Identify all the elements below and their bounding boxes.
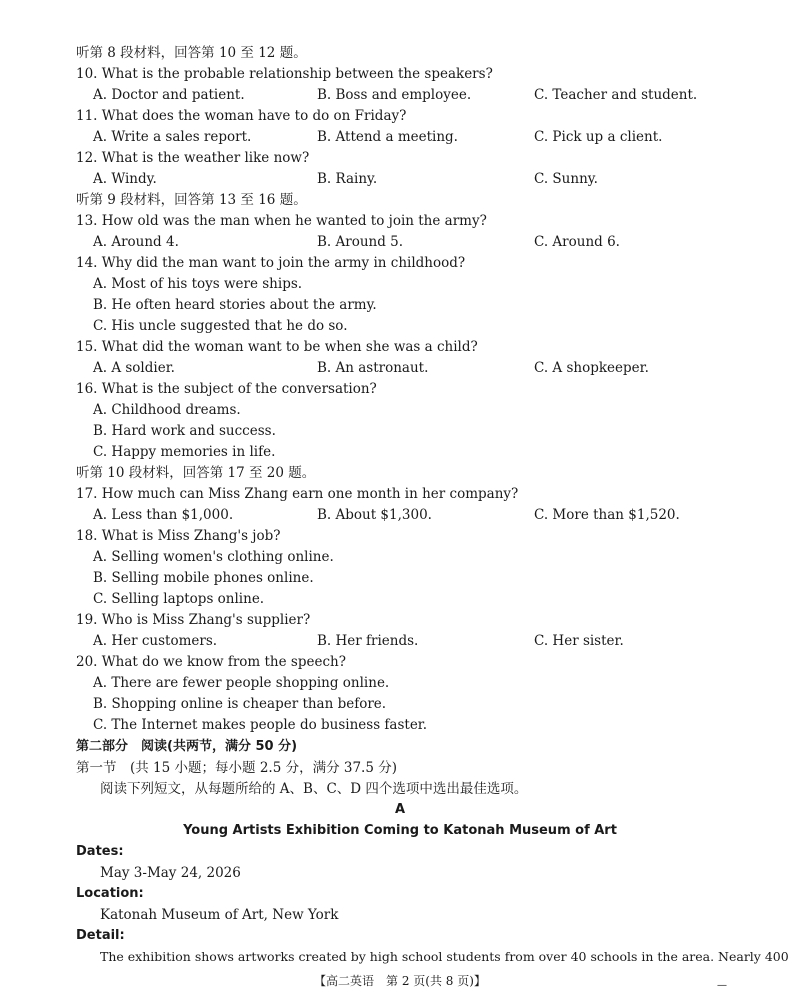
question-13: 13. How old was the man when he wanted to join the army? (76, 213, 487, 229)
option-b: B. Shopping online is cheaper than before. (93, 696, 387, 712)
section-9-intro: 听第 9 段材料，回答第 13 至 16 题。 (76, 192, 307, 208)
option-c: C. The Internet makes people do business faster. (93, 717, 428, 733)
option-c: C. A shopkeeper. (534, 360, 649, 376)
question-11: 11. What does the woman have to do on Friday? (76, 108, 407, 124)
option-a: A. Windy. (93, 171, 157, 187)
page-mark: — (717, 980, 727, 991)
option-c: C. Teacher and student. (534, 87, 698, 103)
question-16: 16. What is the subject of the conversation? (76, 381, 377, 397)
option-b: B. An astronaut. (317, 360, 429, 376)
section-8-intro: 听第 8 段材料，回答第 10 至 12 题。 (76, 45, 307, 61)
option-c: C. Selling laptops online. (93, 591, 265, 607)
option-b: B. About $1,300. (317, 507, 432, 523)
question-20: 20. What do we know from the speech? (76, 654, 346, 670)
question-12: 12. What is the weather like now? (76, 150, 310, 166)
dates-value: May 3-May 24, 2026 (100, 865, 241, 881)
option-a: A. Write a sales report. (93, 129, 252, 145)
option-b: B. He often heard stories about the army. (93, 297, 377, 313)
page-footer: 【高二英语 第 2 页(共 8 页)】 (314, 974, 486, 988)
location-label: Location: (76, 886, 144, 901)
option-a: A. There are fewer people shopping online. (93, 675, 390, 691)
option-b: B. Around 5. (317, 234, 404, 250)
option-b: B. Attend a meeting. (317, 129, 458, 145)
detail-label: Detail: (76, 928, 125, 943)
dates-label: Dates: (76, 844, 124, 859)
option-a: A. Her customers. (93, 633, 218, 649)
option-c: C. Her sister. (534, 633, 624, 649)
option-c: C. Pick up a client. (534, 129, 663, 145)
option-a: A. Selling women's clothing online. (93, 549, 334, 565)
option-b: B. Hard work and success. (93, 423, 276, 439)
option-c: C. His uncle suggested that he do so. (93, 318, 348, 334)
question-10: 10. What is the probable relationship between the speakers? (76, 66, 493, 82)
option-c: C. Sunny. (534, 171, 598, 187)
option-a: A. Less than $1,000. (93, 507, 234, 523)
location-value: Katonah Museum of Art, New York (100, 907, 339, 923)
option-c: C. More than $1,520. (534, 507, 680, 523)
option-c: C. Around 6. (534, 234, 620, 250)
passage-title: Young Artists Exhibition Coming to Katonah Museum of Art (183, 823, 617, 838)
question-14: 14. Why did the man want to join the army in childhood? (76, 255, 466, 271)
option-a: A. Doctor and patient. (93, 87, 245, 103)
option-a: A. Around 4. (93, 234, 179, 250)
option-a: A. Most of his toys were ships. (93, 276, 303, 292)
option-b: B. Rainy. (317, 171, 378, 187)
option-b: B. Selling mobile phones online. (93, 570, 314, 586)
question-17: 17. How much can Miss Zhang earn one month in her company? (76, 486, 519, 502)
question-15: 15. What did the woman want to be when she was a child? (76, 339, 478, 355)
section-10-intro: 听第 10 段材料，回答第 17 至 20 题。 (76, 465, 316, 481)
option-b: B. Boss and employee. (317, 87, 472, 103)
passage-letter: A (394, 802, 406, 817)
section-1-title: 第一节 (共 15 小题；每小题 2.5 分，满分 37.5 分) (76, 760, 397, 776)
option-c: C. Happy memories in life. (93, 444, 276, 460)
option-a: A. Childhood dreams. (93, 402, 241, 418)
option-b: B. Her friends. (317, 633, 419, 649)
question-18: 18. What is Miss Zhang's job? (76, 528, 281, 544)
reading-instruction: 阅读下列短文，从每题所给的 A、B、C、D 四个选项中选出最佳选项。 (100, 781, 528, 797)
detail-text: The exhibition shows artworks created by high school students from over 40 schools in the area. Nearly 400 (100, 949, 789, 964)
part-2-title: 第二部分 阅读(共两节，满分 50 分) (76, 739, 298, 754)
question-19: 19. Who is Miss Zhang's supplier? (76, 612, 311, 628)
option-a: A. A soldier. (93, 360, 175, 376)
